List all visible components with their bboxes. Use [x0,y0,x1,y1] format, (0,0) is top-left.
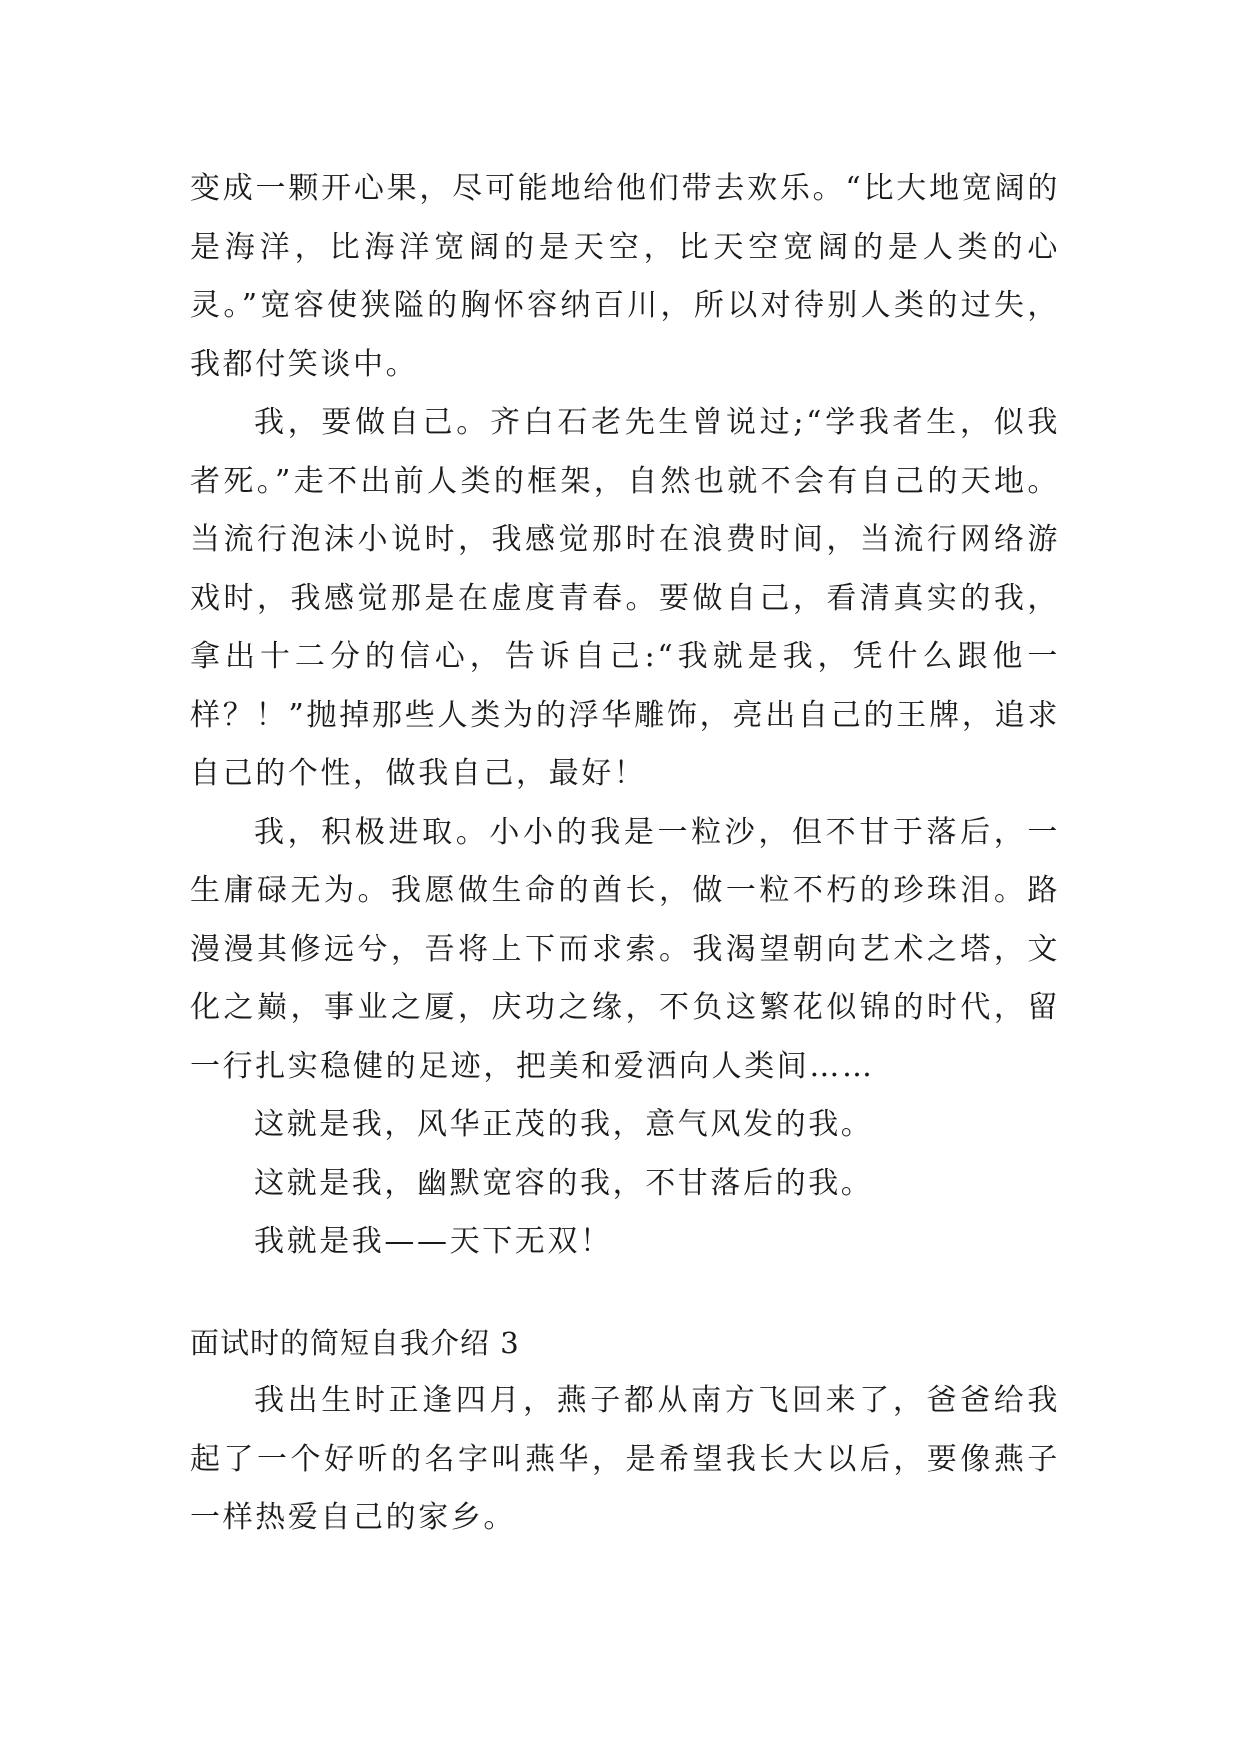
paragraph-birth: 我出生时正逢四月，燕子都从南方飞回来了，爸爸给我起了一个好听的名字叫燕华，是希望我长大以后，要像燕子一样热爱自己的家乡。 [190,1383,1060,1535]
paragraph-continuation: 变成一颗开心果，尽可能地给他们带去欢乐。“比大地宽阔的是海洋，比海洋宽阔的是天空，比天空宽阔的是人类的心灵。”宽容使狭隘的胸怀容纳百川，所以对待别人类的过失，我都付笑谈中。 [190,171,1060,382]
paragraph-conclusion: 我就是我——天下无双！ [254,1224,613,1259]
paragraph-summary-1: 这就是我，风华正茂的我，意气风发的我。 [254,1107,874,1142]
section-title: 面试时的简短自我介绍 3 [190,1325,520,1360]
paragraph-summary-2: 这就是我，幽默宽容的我，不甘落后的我。 [254,1165,874,1201]
section-spacer [190,1272,1060,1314]
document-page [190,160,1060,1548]
paragraph-enterprising: 我，积极进取。小小的我是一粒沙，但不甘于落后，一生庸碌无为。我愿做生命的酋长，做一粒不朽的珍珠泪。路漫漫其修远兮，吾将上下而求索。我渴望朝向艺术之塔，文化之巅，事业之厦，庆功之缘，不负这繁花似锦的时代，留一行扎实稳健的足迹，把美和爱洒向人类间…… [190,814,1060,1084]
paragraph-be-myself: 我，要做自己。齐白石老先生曾说过;“学我者生，似我者死。”走不出前人类的框架，自然也就不会有自己的天地。当流行泡沫小说时，我感觉那时在浪费时间，当流行网络游戏时，我感觉那是在虚度青春。要做自己，看清真实的我，拿出十二分的信心，告诉自己:“我就是我，凭什么跟他一样？！”抛掉那些人类为的浮华雕饰，亮出自己的王牌，追求自己的个性，做我自己，最好！ [190,405,1060,791]
